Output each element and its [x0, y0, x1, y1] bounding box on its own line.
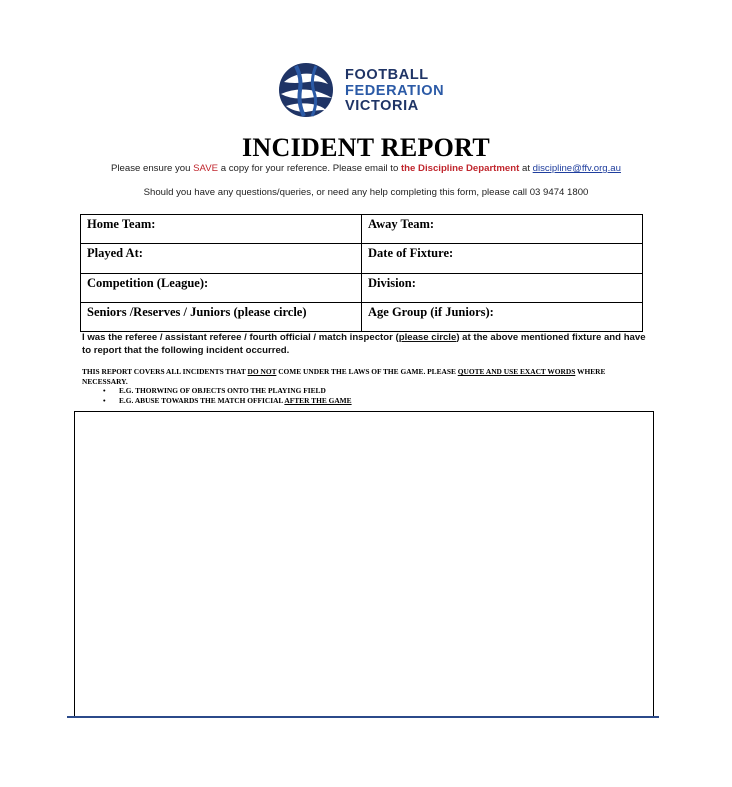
statement-text-1: I was the referee / assistant referee / fourth official / match inspector ( [82, 332, 399, 343]
example-throwing-objects: E.G. THORWING OF OBJECTS ONTO THE PLAYING FIELD [119, 386, 326, 395]
rules-paragraph [82, 367, 647, 386]
quote-exact-words-text: QUOTE AND USE EXACT WORDS [457, 367, 576, 376]
division-field[interactable]: Division: [362, 274, 643, 303]
page-title: INCIDENT REPORT [242, 133, 490, 162]
instructions-line [0, 163, 732, 174]
football-ball-icon [272, 60, 344, 122]
date-of-fixture-field[interactable]: Date of Fixture: [362, 244, 643, 274]
fixture-details-table [80, 214, 643, 332]
home-team-field[interactable]: Home Team: [81, 215, 362, 244]
save-highlight: SAVE [193, 163, 219, 174]
rules-examples-list [82, 386, 647, 405]
logo-wordmark [345, 68, 444, 115]
bullet-icon: • [103, 386, 106, 395]
after-the-game-text: AFTER THE GAME [284, 395, 352, 405]
please-circle-text: please circle [398, 332, 457, 343]
bottom-divider [67, 716, 659, 718]
do-not-text: DO NOT [247, 367, 277, 376]
instructions-text-3: at [519, 163, 533, 174]
played-at-field[interactable]: Played At: [81, 244, 362, 274]
competition-field[interactable]: Competition (League): [81, 274, 362, 303]
report-rules [82, 367, 647, 405]
instructions-text-2: a copy for your reference. Please email to [218, 163, 401, 174]
email-link[interactable]: discipline@ffv.org.au [532, 163, 621, 174]
referee-statement [82, 332, 647, 357]
age-group-field[interactable]: Age Group (if Juniors): [362, 303, 643, 332]
rules-text-3: WHERE NECESSARY. [82, 367, 606, 386]
list-item [103, 386, 647, 396]
list-item [103, 395, 647, 406]
ffv-logo [272, 60, 452, 122]
statement-text-2: ) at the above mentioned fixture and have to report that the following incident occurred. [82, 332, 646, 356]
instructions-text-1: Please ensure you [111, 163, 194, 174]
discipline-department: the Discipline Department [400, 163, 520, 174]
rules-text-2: COME UNDER THE LAWS OF THE GAME. PLEASE [276, 367, 458, 376]
seniors-reserves-juniors-field[interactable]: Seniors /Reserves / Juniors (please circle) [81, 303, 362, 332]
logo-line-federation: FEDERATION [345, 82, 445, 99]
help-line: Should you have any questions/queries, or need any help completing this form, please call 03 9474 1800 [143, 187, 589, 198]
bullet-icon: • [103, 395, 106, 405]
logo-line-victoria: VICTORIA [345, 98, 419, 114]
logo-line-football: FOOTBALL [345, 67, 429, 83]
rules-text-1: THIS REPORT COVERS ALL INCIDENTS THAT [82, 367, 248, 376]
away-team-field[interactable]: Away Team: [362, 215, 643, 244]
incident-description-box[interactable] [74, 411, 654, 717]
example-abuse-text: E.G. ABUSE TOWARDS THE MATCH OFFICIAL [119, 395, 285, 405]
